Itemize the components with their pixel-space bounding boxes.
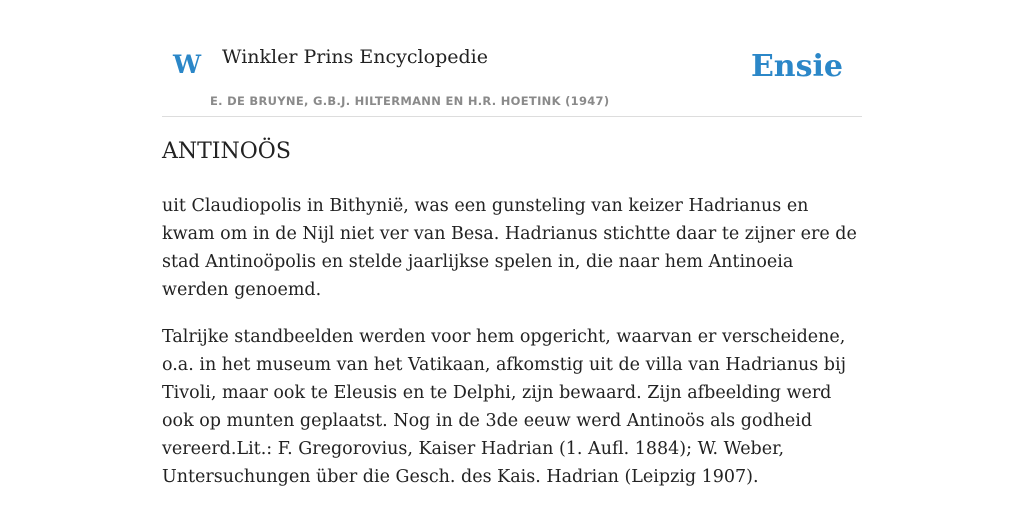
page bbox=[162, 0, 862, 487]
winkler-prins-logo[interactable]: W bbox=[173, 50, 202, 79]
site-title[interactable]: Winkler Prins Encyclopedie bbox=[222, 46, 488, 68]
ensie-logo[interactable]: Ensie bbox=[750, 49, 843, 84]
article-headword: ANTINOÖS bbox=[162, 139, 291, 164]
article-paragraph: Talrijke standbeelden werden voor hem opgericht, waarvan er verscheidene, o.a. in het museum van het Vatikaan, afkomstig uit de villa van Hadrianus bij Tivoli, maar ook te Eleusis en te Delphi, zijn bewaard. Zijn afbeelding werd ook op munten geplaatst. Nog in de 3de eeuw werd Antinoös als godheid vereerd.Lit.: F. Gregorovius, Kaiser Hadrian (1. Aufl. 1884); W. Weber, Untersuchungen über die Gesch. des Kais. Hadrian (Leipzig 1907). bbox=[162, 327, 847, 487]
authors-line: E. DE BRUYNE, G.B.J. HILTERMANN EN H.R. HOETINK (1947) bbox=[210, 94, 610, 108]
article-paragraph: uit Claudiopolis in Bithynië, was een gunsteling van keizer Hadrianus en kwam om in de Nijl niet ver van Besa. Hadrianus stichtte daar te zijner ere de stad Antinoöpolis en stelde jaarlijkse spelen in, die naar hem Antinoeia werden genoemd. bbox=[162, 196, 857, 300]
header bbox=[162, 0, 862, 117]
article-body bbox=[162, 192, 862, 510]
